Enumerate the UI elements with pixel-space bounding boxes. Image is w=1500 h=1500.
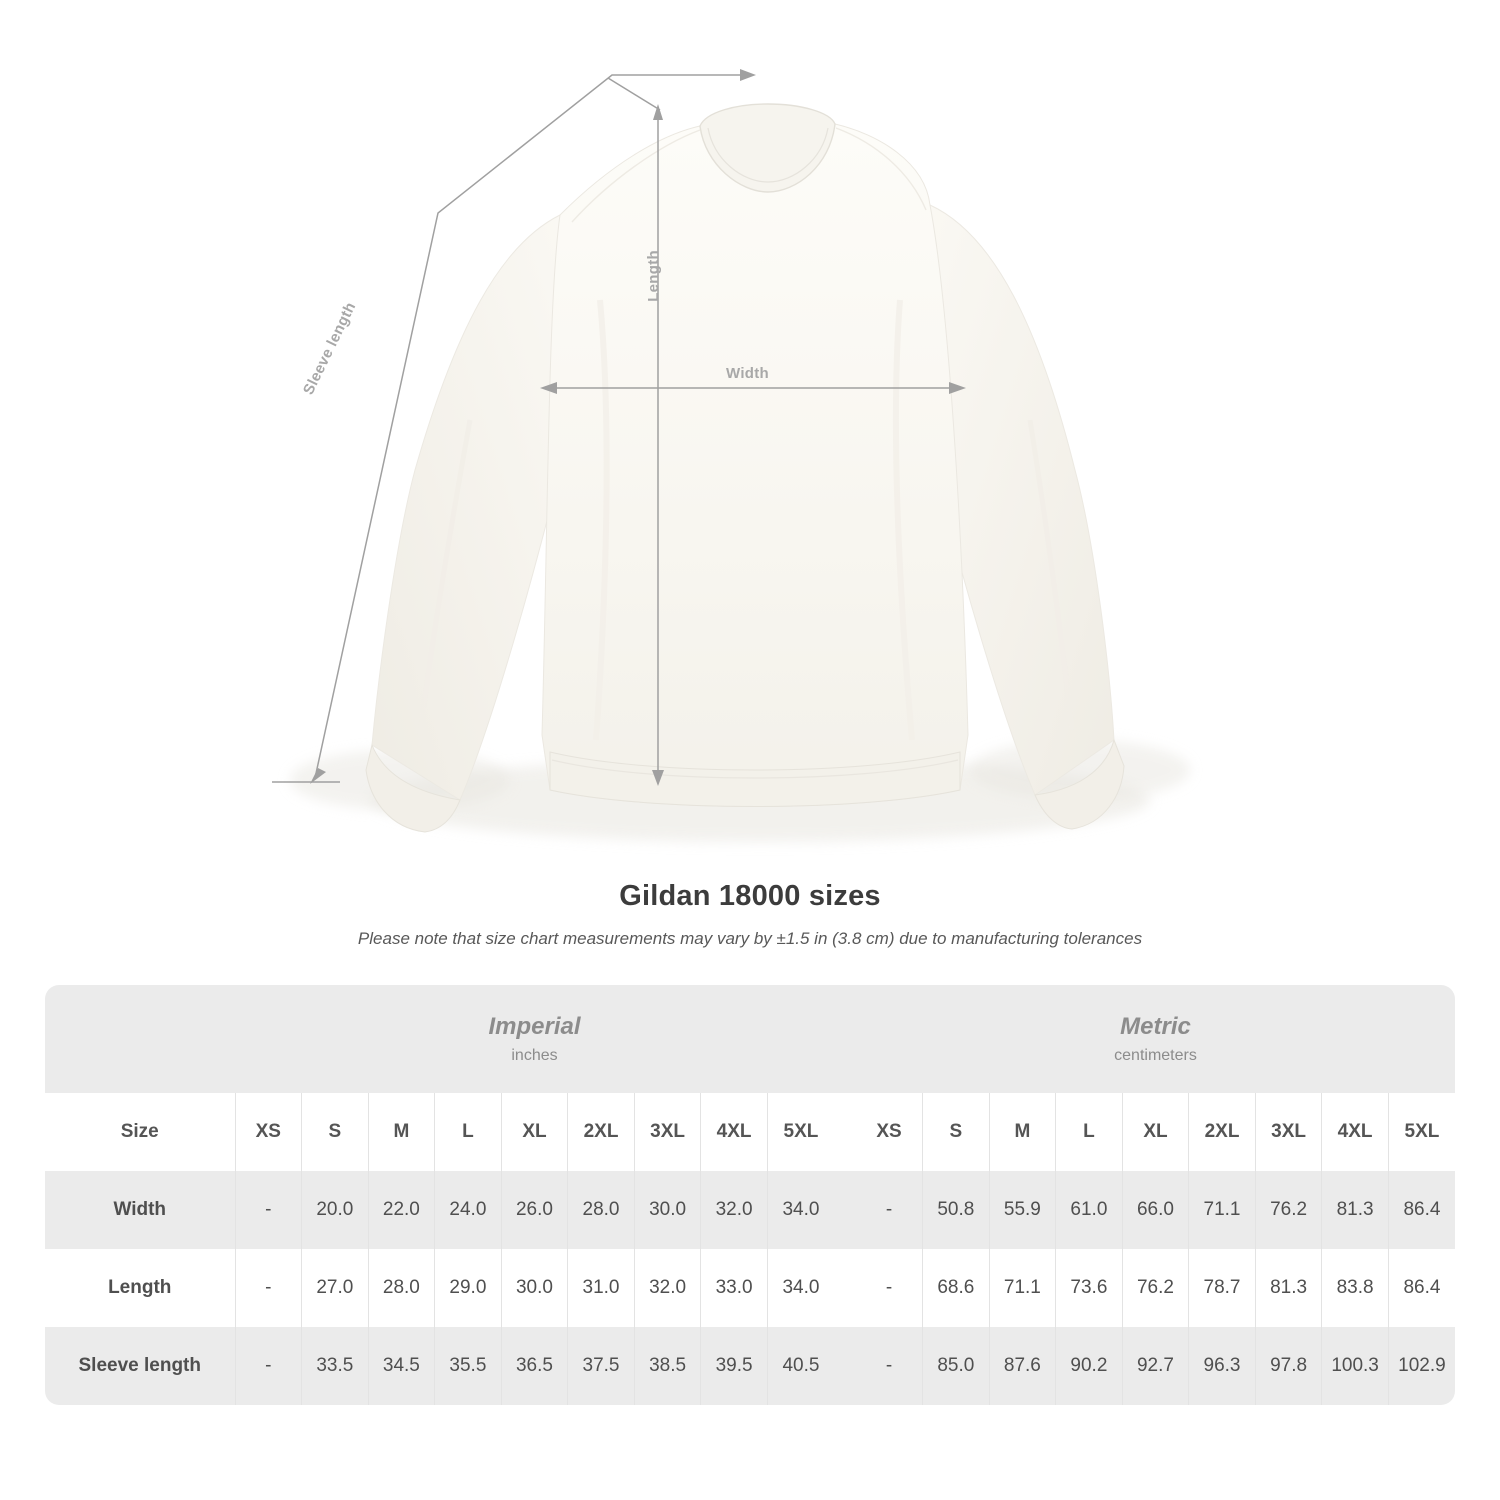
unit-sub-imperial: inches xyxy=(511,1047,558,1064)
unit-header-spacer xyxy=(834,985,856,1093)
size-header-imperial-4xl: 4XL xyxy=(701,1093,768,1171)
size-header-imperial-s: S xyxy=(302,1093,369,1171)
cell-metric-length-xl: 76.2 xyxy=(1122,1249,1189,1327)
cell-metric-length-5xl: 86.4 xyxy=(1388,1249,1455,1327)
cell-imperial-sleeve-length-5xl: 40.5 xyxy=(767,1327,834,1405)
width-dimension-label: Width xyxy=(726,365,770,382)
cell-metric-sleeve-length-xs: - xyxy=(856,1327,923,1405)
row-spacer xyxy=(834,1093,856,1171)
cell-metric-width-4xl: 81.3 xyxy=(1322,1171,1389,1249)
cell-imperial-sleeve-length-l: 35.5 xyxy=(435,1327,502,1405)
unit-name-imperial: Imperial xyxy=(488,1013,581,1040)
size-header-metric-xl: XL xyxy=(1122,1093,1189,1171)
row-spacer xyxy=(834,1327,856,1405)
table-row xyxy=(45,1249,1455,1327)
size-chart-table-wrapper xyxy=(45,985,1455,1405)
cell-metric-length-xs: - xyxy=(856,1249,923,1327)
tolerance-note: Please note that size chart measurements may vary by ±1.5 in (3.8 cm) due to manufacturing tolerances xyxy=(357,929,1143,948)
cell-imperial-width-3xl: 30.0 xyxy=(634,1171,701,1249)
row-header-sleeve-length: Sleeve length xyxy=(45,1327,235,1405)
unit-name-metric: Metric xyxy=(1120,1013,1191,1040)
cell-imperial-sleeve-length-xs: - xyxy=(235,1327,302,1405)
cell-imperial-length-5xl: 34.0 xyxy=(767,1249,834,1327)
cell-metric-width-2xl: 71.1 xyxy=(1189,1171,1256,1249)
cell-imperial-length-m: 28.0 xyxy=(368,1249,435,1327)
cell-metric-width-xl: 66.0 xyxy=(1122,1171,1189,1249)
cell-metric-length-4xl: 83.8 xyxy=(1322,1249,1389,1327)
cell-metric-width-xs: - xyxy=(856,1171,923,1249)
cell-imperial-length-l: 29.0 xyxy=(435,1249,502,1327)
table-row xyxy=(45,1327,1455,1405)
cell-metric-sleeve-length-2xl: 96.3 xyxy=(1189,1327,1256,1405)
size-header-imperial-xl: XL xyxy=(501,1093,568,1171)
size-header-imperial-m: M xyxy=(368,1093,435,1171)
size-header-row xyxy=(45,1093,1455,1171)
column-header-size: Size xyxy=(45,1093,235,1171)
cell-imperial-width-s: 20.0 xyxy=(302,1171,369,1249)
unit-sub-metric: centimeters xyxy=(1114,1047,1197,1064)
row-spacer xyxy=(834,1171,856,1249)
cell-imperial-length-xs: - xyxy=(235,1249,302,1327)
cell-imperial-sleeve-length-xl: 36.5 xyxy=(501,1327,568,1405)
cell-metric-sleeve-length-m: 87.6 xyxy=(989,1327,1056,1405)
unit-header-imperial xyxy=(235,985,834,1093)
cell-metric-width-5xl: 86.4 xyxy=(1388,1171,1455,1249)
cell-imperial-sleeve-length-2xl: 37.5 xyxy=(568,1327,635,1405)
cell-imperial-length-xl: 30.0 xyxy=(501,1249,568,1327)
cell-imperial-width-m: 22.0 xyxy=(368,1171,435,1249)
cell-metric-length-m: 71.1 xyxy=(989,1249,1056,1327)
cell-imperial-width-4xl: 32.0 xyxy=(701,1171,768,1249)
cell-metric-sleeve-length-l: 90.2 xyxy=(1056,1327,1123,1405)
cell-imperial-sleeve-length-3xl: 38.5 xyxy=(634,1327,701,1405)
row-spacer xyxy=(834,1249,856,1327)
size-header-metric-5xl: 5XL xyxy=(1388,1093,1455,1171)
size-header-imperial-3xl: 3XL xyxy=(634,1093,701,1171)
size-header-imperial-2xl: 2XL xyxy=(568,1093,635,1171)
cell-metric-length-s: 68.6 xyxy=(923,1249,990,1327)
cell-imperial-width-xl: 26.0 xyxy=(501,1171,568,1249)
cell-metric-sleeve-length-3xl: 97.8 xyxy=(1255,1327,1322,1405)
cell-metric-width-l: 61.0 xyxy=(1056,1171,1123,1249)
cell-imperial-length-s: 27.0 xyxy=(302,1249,369,1327)
cell-imperial-length-3xl: 32.0 xyxy=(634,1249,701,1327)
cell-metric-width-s: 50.8 xyxy=(923,1171,990,1249)
table-row xyxy=(45,1171,1455,1249)
cell-imperial-sleeve-length-s: 33.5 xyxy=(302,1327,369,1405)
cell-metric-length-2xl: 78.7 xyxy=(1189,1249,1256,1327)
cell-imperial-width-2xl: 28.0 xyxy=(568,1171,635,1249)
cell-imperial-length-2xl: 31.0 xyxy=(568,1249,635,1327)
page-title: Gildan 18000 sizes xyxy=(619,880,881,912)
cell-imperial-width-xs: - xyxy=(235,1171,302,1249)
size-header-imperial-xs: XS xyxy=(235,1093,302,1171)
unit-header-blank xyxy=(45,985,235,1093)
cell-metric-width-3xl: 76.2 xyxy=(1255,1171,1322,1249)
size-header-metric-l: L xyxy=(1056,1093,1123,1171)
cell-imperial-length-4xl: 33.0 xyxy=(701,1249,768,1327)
size-header-metric-xs: XS xyxy=(856,1093,923,1171)
size-chart-table xyxy=(45,985,1455,1405)
cell-metric-sleeve-length-4xl: 100.3 xyxy=(1322,1327,1389,1405)
cell-imperial-width-l: 24.0 xyxy=(435,1171,502,1249)
length-dimension-label: Length xyxy=(645,250,662,302)
size-header-metric-m: M xyxy=(989,1093,1056,1171)
cell-imperial-sleeve-length-m: 34.5 xyxy=(368,1327,435,1405)
cell-imperial-sleeve-length-4xl: 39.5 xyxy=(701,1327,768,1405)
chart-heading xyxy=(0,880,1500,949)
row-header-length: Length xyxy=(45,1249,235,1327)
size-header-metric-3xl: 3XL xyxy=(1255,1093,1322,1171)
row-header-width: Width xyxy=(45,1171,235,1249)
size-header-metric-s: S xyxy=(923,1093,990,1171)
size-header-imperial-l: L xyxy=(435,1093,502,1171)
sleeve-length-dimension-label: Sleeve length xyxy=(300,299,360,398)
cell-metric-width-m: 55.9 xyxy=(989,1171,1056,1249)
cell-metric-length-l: 73.6 xyxy=(1056,1249,1123,1327)
size-header-imperial-5xl: 5XL xyxy=(767,1093,834,1171)
unit-header-metric xyxy=(856,985,1455,1093)
cell-metric-sleeve-length-5xl: 102.9 xyxy=(1388,1327,1455,1405)
cell-metric-length-3xl: 81.3 xyxy=(1255,1249,1322,1327)
size-header-metric-4xl: 4XL xyxy=(1322,1093,1389,1171)
cell-imperial-width-5xl: 34.0 xyxy=(767,1171,834,1249)
cell-metric-sleeve-length-xl: 92.7 xyxy=(1122,1327,1189,1405)
unit-header-row xyxy=(45,985,1455,1093)
size-header-metric-2xl: 2XL xyxy=(1189,1093,1256,1171)
cell-metric-sleeve-length-s: 85.0 xyxy=(923,1327,990,1405)
